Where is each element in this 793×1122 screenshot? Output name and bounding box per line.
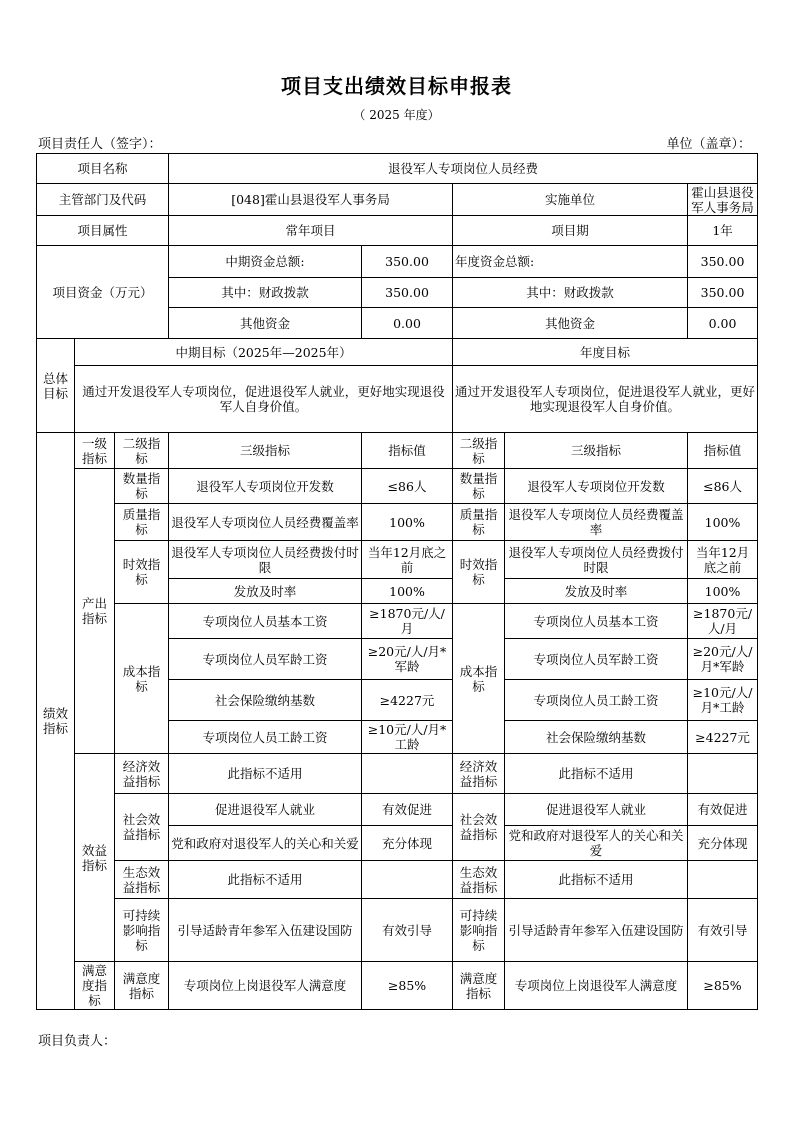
year-s2-value: 充分体现 xyxy=(688,826,758,861)
mid-c1-value: ≥1870元/人/月 xyxy=(362,604,453,639)
mid-fiscal-label: 其中：财政拨款 xyxy=(169,278,362,308)
social-label-mid: 社会效益指标 xyxy=(115,794,169,861)
unit-label: 单位（盖章）： xyxy=(666,137,751,152)
year-s2: 党和政府对退役军人的关心和关爱 xyxy=(505,826,688,861)
year-c4: 社会保险缴纳基数 xyxy=(505,721,688,754)
timeliness-label-year: 时效指标 xyxy=(453,541,505,604)
year-c1-value: ≥1870元/人/月 xyxy=(688,604,758,639)
sustainable-label-year: 可持续影响指标 xyxy=(453,899,505,962)
year-goal-header: 年度目标 xyxy=(453,339,758,366)
mid-total-value: 350.00 xyxy=(362,246,453,278)
year-total-label: 年度资金总额: xyxy=(453,246,688,278)
mid-sus-value: 有效引导 xyxy=(362,899,453,962)
mid-c1: 专项岗位人员基本工资 xyxy=(169,604,362,639)
year-line: （ 2025 年度） xyxy=(353,108,440,122)
ecological-label-year: 生态效益指标 xyxy=(453,861,505,899)
quantity-label-year: 数量指标 xyxy=(453,469,505,504)
footer-responsible-label: 项目负责人： xyxy=(38,1034,117,1049)
year-other-label: 其他资金 xyxy=(453,308,688,339)
year-c4-value: ≥4227元 xyxy=(688,721,758,754)
mid-other-value: 0.00 xyxy=(362,308,453,339)
year-q1: 退役军人专项岗位开发数 xyxy=(505,469,688,504)
benefit-label: 效益指标 xyxy=(75,754,115,962)
mid-c4: 专项岗位人员工龄工资 xyxy=(169,721,362,754)
dept-label: 主管部门及代码 xyxy=(37,184,169,216)
mid-t2-value: 100% xyxy=(362,579,453,604)
h-level3-year: 三级指标 xyxy=(505,433,688,469)
mid-satisfaction: 专项岗位上岗退役军人满意度 xyxy=(169,962,362,1010)
impl-value: 霍山县退役军人事务局 xyxy=(688,184,758,216)
mid-ql1: 退役军人专项岗位人员经费覆盖率 xyxy=(169,504,362,541)
mid-t1: 退役军人专项岗位人员经费拨付时限 xyxy=(169,541,362,579)
year-fiscal-value: 350.00 xyxy=(688,278,758,308)
year-other-value: 0.00 xyxy=(688,308,758,339)
mid-ecological: 此指标不适用 xyxy=(169,861,362,899)
mid-goal-text: 通过开发退役军人专项岗位，促进退役军人就业，更好地实现退役军人自身价值。 xyxy=(75,366,453,433)
funds-label: 项目资金（万元） xyxy=(37,246,169,339)
mid-c3: 社会保险缴纳基数 xyxy=(169,680,362,721)
mid-other-label: 其他资金 xyxy=(169,308,362,339)
year-ql1-value: 100% xyxy=(688,504,758,541)
satisfaction-sub-year: 满意度指标 xyxy=(453,962,505,1010)
year-satisfaction: 专项岗位上岗退役军人满意度 xyxy=(505,962,688,1010)
year-t1-value: 当年12月底之前 xyxy=(688,541,758,579)
cost-label-mid: 成本指标 xyxy=(115,604,169,754)
mid-t2: 发放及时率 xyxy=(169,579,362,604)
impl-label: 实施单位 xyxy=(453,184,688,216)
satisfaction-label: 满意度指标 xyxy=(75,962,115,1010)
mid-economic-value xyxy=(362,754,453,794)
economic-label-year: 经济效益指标 xyxy=(453,754,505,794)
year-goal-text: 通过开发退役军人专项岗位，促进退役军人就业，更好地实现退役军人自身价值。 xyxy=(453,366,758,433)
h-level2-mid: 二级指标 xyxy=(115,433,169,469)
year-ql1: 退役军人专项岗位人员经费覆盖率 xyxy=(505,504,688,541)
project-name-value: 退役军人专项岗位人员经费 xyxy=(169,154,758,184)
year-ecological-value xyxy=(688,861,758,899)
mid-goal-header: 中期目标（2025年—2025年） xyxy=(75,339,453,366)
h-value-year: 指标值 xyxy=(688,433,758,469)
mid-s1: 促进退役军人就业 xyxy=(169,794,362,826)
mid-q1-value: ≤86人 xyxy=(362,469,453,504)
timeliness-label-mid: 时效指标 xyxy=(115,541,169,604)
year-fiscal-label: 其中：财政拨款 xyxy=(453,278,688,308)
year-sus-value: 有效引导 xyxy=(688,899,758,962)
mid-q1: 退役军人专项岗位开发数 xyxy=(169,469,362,504)
year-s1-value: 有效促进 xyxy=(688,794,758,826)
mid-satisfaction-value: ≥85% xyxy=(362,962,453,1010)
mid-c3-value: ≥4227元 xyxy=(362,680,453,721)
period-label: 项目期 xyxy=(453,216,688,246)
quality-label-year: 质量指标 xyxy=(453,504,505,541)
year-sus: 引导适龄青年参军入伍建设国防 xyxy=(505,899,688,962)
year-t2-value: 100% xyxy=(688,579,758,604)
mid-ql1-value: 100% xyxy=(362,504,453,541)
economic-label-mid: 经济效益指标 xyxy=(115,754,169,794)
output-label: 产出指标 xyxy=(75,469,115,754)
dept-value: [048]霍山县退役军人事务局 xyxy=(169,184,453,216)
year-q1-value: ≤86人 xyxy=(688,469,758,504)
year-t1: 退役军人专项岗位人员经费拨付时限 xyxy=(505,541,688,579)
mid-c2-value: ≥20元/人/月*军龄 xyxy=(362,639,453,680)
h-level1: 一级指标 xyxy=(75,433,115,469)
mid-s2-value: 充分体现 xyxy=(362,826,453,861)
project-name-label: 项目名称 xyxy=(37,154,169,184)
year-economic-value xyxy=(688,754,758,794)
page-title: 项目支出绩效目标申报表 xyxy=(281,74,512,98)
mid-sus: 引导适龄青年参军入伍建设国防 xyxy=(169,899,362,962)
performance-table xyxy=(36,153,758,1010)
mid-ecological-value xyxy=(362,861,453,899)
year-c1: 专项岗位人员基本工资 xyxy=(505,604,688,639)
period-value: 1年 xyxy=(688,216,758,246)
responsible-label: 项目责任人（签字）： xyxy=(38,137,162,152)
social-label-year: 社会效益指标 xyxy=(453,794,505,861)
h-level3-mid: 三级指标 xyxy=(169,433,362,469)
year-c3: 专项岗位人员工龄工资 xyxy=(505,680,688,721)
cost-label-year: 成本指标 xyxy=(453,604,505,754)
mid-t1-value: 当年12月底之前 xyxy=(362,541,453,579)
h-level2-year: 二级指标 xyxy=(453,433,505,469)
quality-label-mid: 质量指标 xyxy=(115,504,169,541)
perf-label: 绩效指标 xyxy=(37,433,75,1010)
sustainable-label-mid: 可持续影响指标 xyxy=(115,899,169,962)
mid-s2: 党和政府对退役军人的关心和关爱 xyxy=(169,826,362,861)
h-value-mid: 指标值 xyxy=(362,433,453,469)
goals-label: 总体目标 xyxy=(37,339,75,433)
year-c2-value: ≥20元/人/月*军龄 xyxy=(688,639,758,680)
satisfaction-sub-mid: 满意度指标 xyxy=(115,962,169,1010)
attr-label: 项目属性 xyxy=(37,216,169,246)
attr-value: 常年项目 xyxy=(169,216,453,246)
year-t2: 发放及时率 xyxy=(505,579,688,604)
year-c3-value: ≥10元/人/月*工龄 xyxy=(688,680,758,721)
year-satisfaction-value: ≥85% xyxy=(688,962,758,1010)
mid-economic: 此指标不适用 xyxy=(169,754,362,794)
mid-s1-value: 有效促进 xyxy=(362,794,453,826)
year-s1: 促进退役军人就业 xyxy=(505,794,688,826)
mid-fiscal-value: 350.00 xyxy=(362,278,453,308)
year-c2: 专项岗位人员军龄工资 xyxy=(505,639,688,680)
mid-c4-value: ≥10元/人/月*工龄 xyxy=(362,721,453,754)
quantity-label-mid: 数量指标 xyxy=(115,469,169,504)
year-ecological: 此指标不适用 xyxy=(505,861,688,899)
mid-total-label: 中期资金总额: xyxy=(169,246,362,278)
year-economic: 此指标不适用 xyxy=(505,754,688,794)
mid-c2: 专项岗位人员军龄工资 xyxy=(169,639,362,680)
year-total-value: 350.00 xyxy=(688,246,758,278)
ecological-label-mid: 生态效益指标 xyxy=(115,861,169,899)
